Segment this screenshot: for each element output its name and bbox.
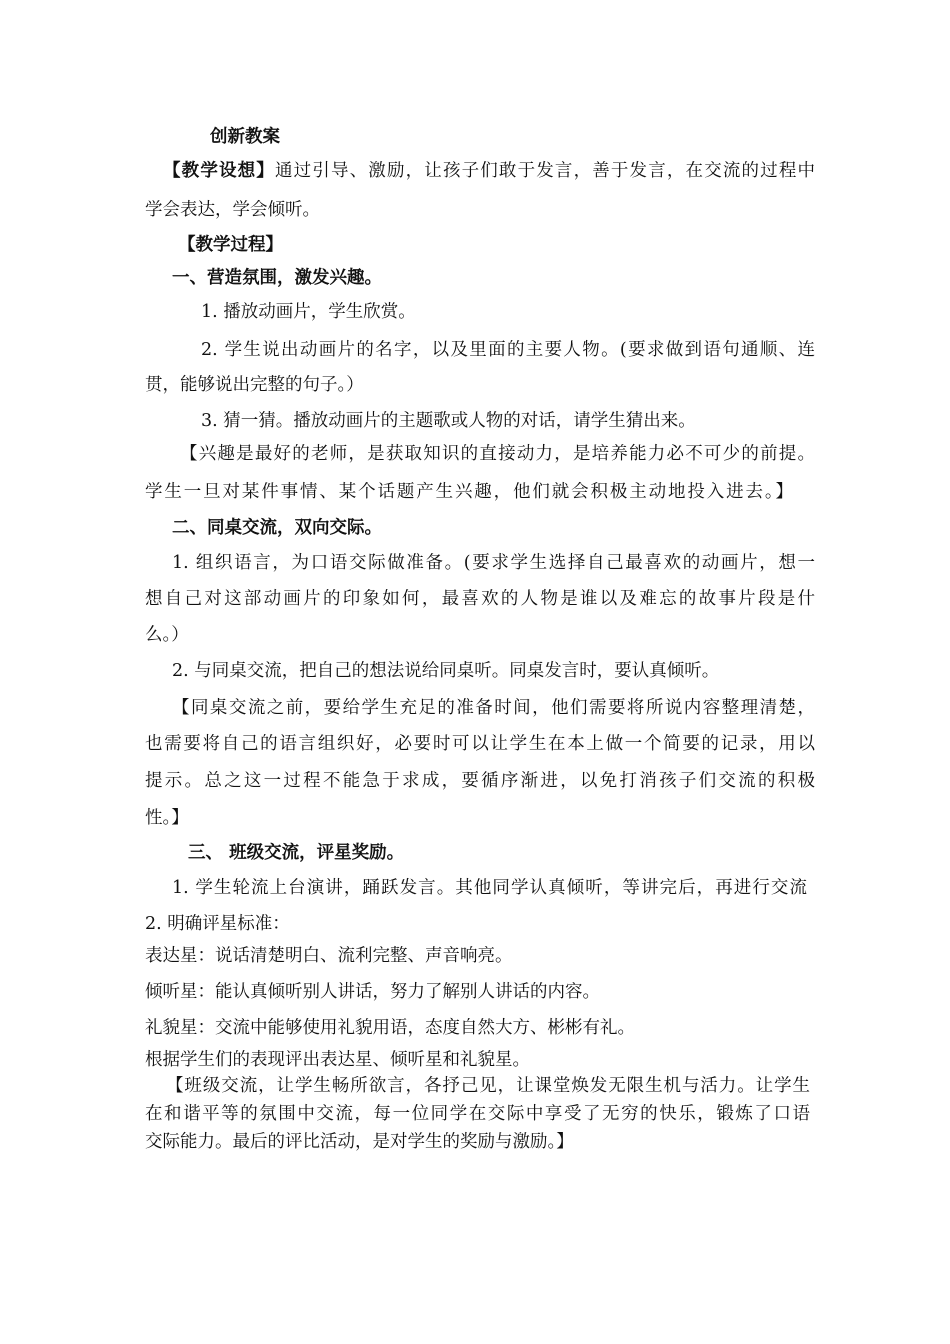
section-3-note-line-2: 在和谐平等的氛围中交流，每一位同学在交际中享受了无穷的快乐，锻炼了口语	[145, 1104, 810, 1124]
star-criterion-expression: 表达星：说话清楚明白、流利完整、声音响亮。	[145, 946, 513, 966]
section-2-note-line-4: 性。】	[145, 808, 189, 828]
star-criterion-listening: 倾听星：能认真倾听别人讲话，努力了解别人讲话的内容。	[145, 982, 600, 1002]
section-1-item-3: 3. 猜一猜。播放动画片的主题歌或人物的对话，请学生猜出来。	[201, 411, 696, 431]
section-1-note-line-2: 学生一旦对某件事情、某个话题产生兴趣，他们就会积极主动地投入进去。】	[145, 482, 793, 502]
teaching-idea-text: 通过引导、激励，让孩子们敢于发言，善于发言，在交流的过程中	[274, 161, 815, 181]
star-result: 根据学生们的表现评出表达星、倾听星和礼貌星。	[145, 1050, 530, 1070]
section-2-note-line-3: 提示。总之这一过程不能急于求成，要循序渐进，以免打消孩子们交流的积极	[145, 771, 815, 791]
section-3-heading: 三、 班级交流，评星奖励。	[188, 843, 405, 863]
section-2-note-line-1: 【同桌交流之前，要给学生充足的准备时间，他们需要将所说内容整理清楚，	[172, 698, 815, 718]
star-criterion-politeness: 礼貌星：交流中能够使用礼貌用语，态度自然大方、彬彬有礼。	[145, 1018, 635, 1038]
section-1-item-2-line-1: 2. 学生说出动画片的名字，以及里面的主要人物。(要求做到语句通顺、连	[201, 340, 815, 360]
section-1-heading: 一、营造氛围，激发兴趣。	[172, 268, 382, 288]
section-2-item-1-line-3: 么。）	[145, 625, 189, 645]
teaching-idea-line-1	[163, 160, 815, 182]
doc-title: 创新教案	[210, 127, 280, 147]
section-1-note-line-1: 【兴趣是最好的老师，是获取知识的直接动力，是培养能力必不可少的前提。	[180, 444, 815, 464]
section-2-item-1-line-2: 想自己对这部动画片的印象如何，最喜欢的人物是谁以及难忘的故事片段是什	[145, 589, 815, 609]
section-2-item-2: 2. 与同桌交流，把自己的想法说给同桌听。同桌发言时，要认真倾听。	[172, 661, 720, 681]
section-2-heading: 二、同桌交流，双向交际。	[172, 518, 382, 538]
section-3-item-2: 2. 明确评星标准：	[145, 914, 290, 934]
section-2-note-line-2: 也需要将自己的语言组织好，必要时可以让学生在本上做一个简要的记录，用以	[145, 734, 815, 754]
section-2-item-1-line-1: 1. 组织语言，为口语交际做准备。(要求学生选择自己最喜欢的动画片，想一	[172, 553, 815, 573]
teaching-process-label: 【教学过程】	[178, 235, 283, 255]
section-3-note-line-1: 【班级交流，让学生畅所欲言，各抒己见，让课堂焕发无限生机与活力。让学生	[166, 1076, 810, 1096]
section-3-note-line-3: 交际能力。最后的评比活动，是对学生的奖励与激励。】	[145, 1132, 574, 1152]
teaching-idea-line-2: 学会表达，学会倾听。	[145, 200, 320, 220]
section-3-item-1: 1. 学生轮流上台演讲，踊跃发言。其他同学认真倾听，等讲完后，再进行交流	[172, 878, 807, 898]
section-1-item-2-line-2: 贯，能够说出完整的句子。）	[145, 375, 364, 395]
teaching-idea-label: 【教学设想】	[163, 161, 275, 181]
section-1-item-1: 1. 播放动画片，学生欣赏。	[201, 302, 416, 322]
